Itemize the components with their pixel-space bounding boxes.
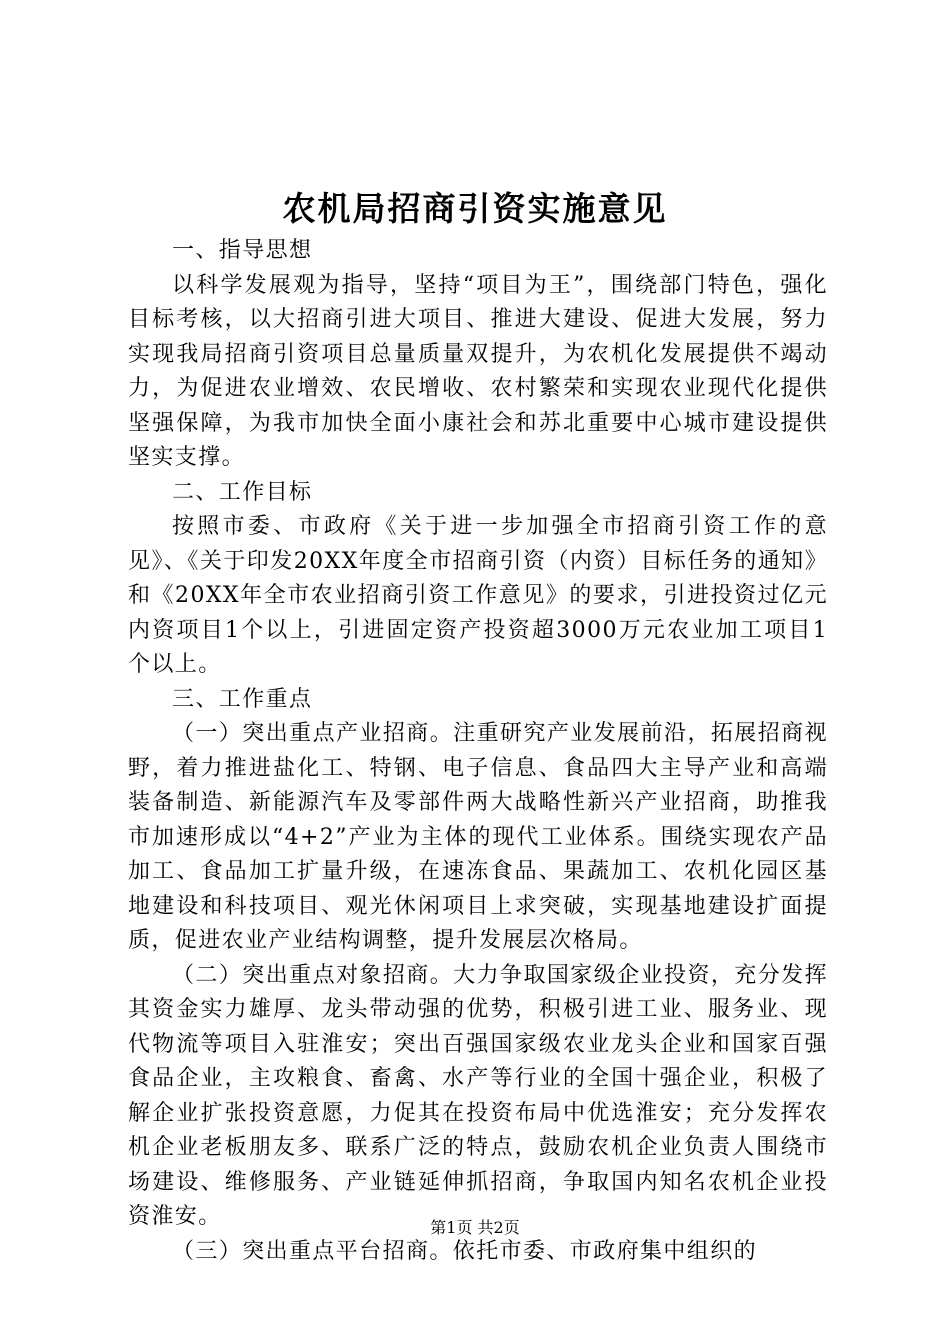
page-footer: 第1页 共2页 — [430, 1218, 520, 1237]
section-heading-work-goals: 二、工作目标 — [172, 479, 313, 505]
section-heading-guiding-ideology: 一、指导思想 — [172, 238, 313, 263]
paragraph-focus-platform: （三）突出重点平台招商。依托市委、市政府集中组织的 — [172, 1238, 758, 1264]
section-heading-work-focus: 三、工作重点 — [172, 686, 313, 712]
paragraph-guiding-ideology: 以科学发展观为指导，坚持“项目为王”，围绕部门特色，强化目标考核，以大招商引进大项目、推进大建设、促进大发展，努力实现我局招商引资项目总量质量双提升，为农机化发展提供不竭动力，为促进农业增效、农民增收、农村繁荣和实现农业现代化提供坚强保障，为我市加快全面小康社会和苏北重要中心城市建设提供坚实支撑。 — [128, 272, 828, 470]
paragraph-focus-industry: （一）突出重点产业招商。注重研究产业发展前沿，拓展招商视野，着力推进盐化工、特钢、电子信息、食品四大主导产业和高端装备制造、新能源汽车及零部件两大战略性新兴产业招商，助推我市加速形成以“4+2”产业为主体的现代工业体系。围绕实现农产品加工、食品加工扩量升级，在速冻食品、果蔬加工、农机化园区基地建设和科技项目、观光休闲项目上求突破，实现基地建设扩面提质，促进农业产业结构调整，提升发展层次格局。 — [128, 721, 828, 953]
document-title: 农机局招商引资实施意见 — [282, 189, 668, 228]
document-body — [128, 234, 828, 1269]
paragraph-focus-target: （二）突出重点对象招商。大力争取国家级企业投资，充分发挥其资金实力雄厚、龙头带动强的优势，积极引进工业、服务业、现代物流等项目入驻淮安；突出百强国家级农业龙头企业和国家百强食品企业，主攻粮食、畜禽、水产等行业的全国十强企业，积极了解企业扩张投资意愿，力促其在投资布局中优选淮安；充分发挥农机企业老板朋友多、联系广泛的特点，鼓励农机企业负责人围绕市场建设、维修服务、产业链延伸抓招商，争取国内知名农机企业投资淮安。 — [128, 962, 828, 1229]
paragraph-work-goals: 按照市委、市政府《关于进一步加强全市招商引资工作的意见》、《关于印发20XX年度全市招商引资（内资）目标任务的通知》和《20XX年全市农业招商引资工作意见》的要求，引进投资过亿元内资项目1个以上，引进固定资产投资超3000万元农业加工项目1个以上。 — [128, 514, 828, 677]
